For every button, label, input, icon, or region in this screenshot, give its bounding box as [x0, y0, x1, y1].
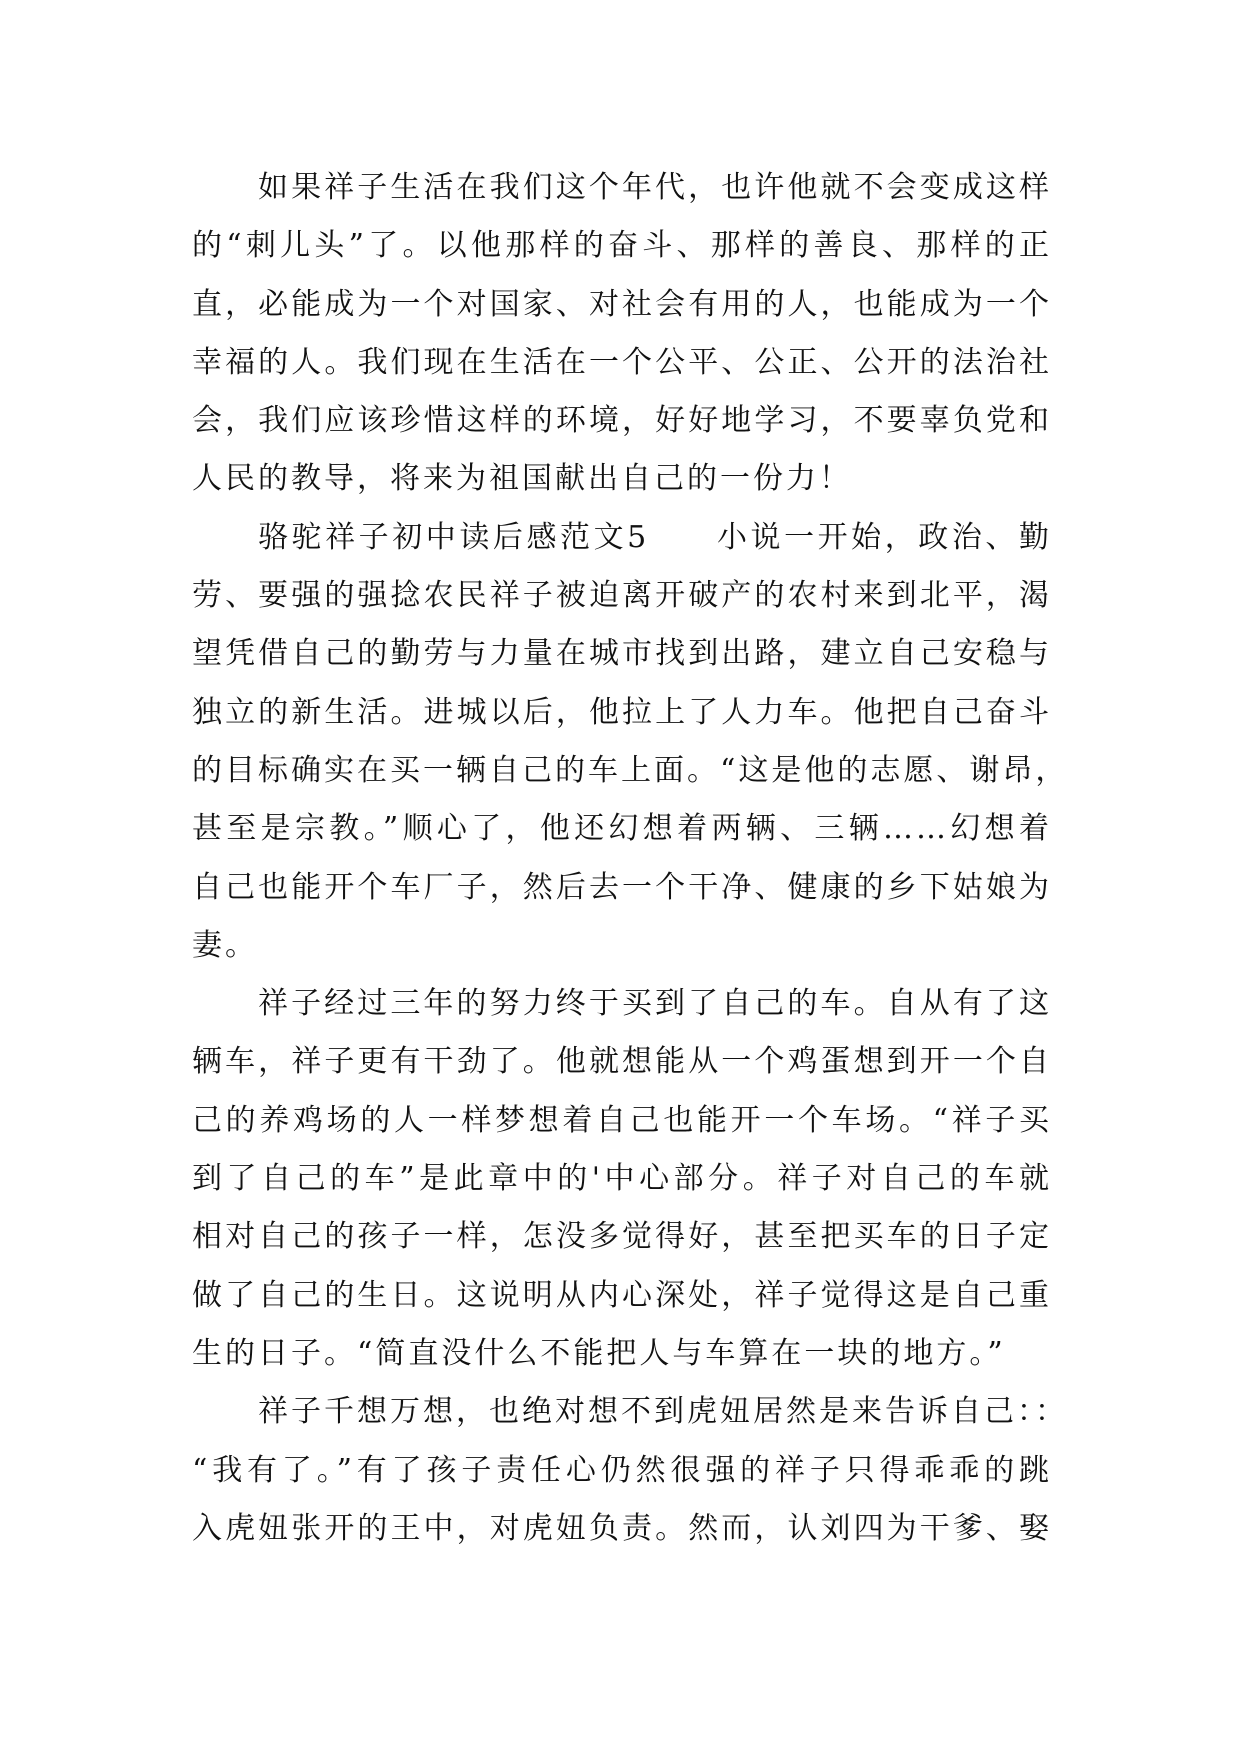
text-line: 会，我们应该珍惜这样的环境，好好地学习，不要辜负党和	[192, 403, 1052, 439]
paragraph	[192, 509, 1069, 975]
paragraph	[192, 975, 1052, 1383]
text-line: 劳、要强的强捻农民祥子被迫离开破产的农村来到北平，渴	[192, 578, 1052, 614]
text-line: 入虎妞张开的王中，对虎妞负责。然而，认刘四为干爹、娶	[192, 1510, 1052, 1546]
text-line: “我有了。”有了孩子责任心仍然很强的祥子只得乖乖的跳	[192, 1452, 1052, 1488]
text-line: 如果祥子生活在我们这个年代，也许他就不会变成这样	[258, 170, 1052, 205]
text-line: 妻。	[192, 927, 258, 963]
text-line: 祥子千想万想，也绝对想不到虎妞居然是来告诉自己：：	[258, 1394, 1068, 1430]
text-line: 到了自己的车”是此章中的'中心部分。祥子对自己的车就	[192, 1161, 1052, 1197]
text-line: 直，必能成为一个对国家、对社会有用的人，也能成为一个	[192, 286, 1052, 322]
text-line: 祥子经过三年的努力终于买到了自己的车。自从有了这	[258, 986, 1052, 1022]
text-line: 做了自己的生日。这说明从内心深处，祥子觉得这是自己重	[192, 1277, 1052, 1313]
text-line: 独立的新生活。进城以后，他拉上了人力车。他把自己奋斗	[192, 694, 1052, 730]
text-line: 的“刺儿头”了。以他那样的奋斗、那样的善良、那样的正	[192, 228, 1052, 264]
text-line: 相对自己的孩子一样，怎没多觉得好，甚至把买车的日子定	[192, 1219, 1052, 1255]
text-line: 生的日子。“简直没什么不能把人与车算在一块的地方。”	[192, 1335, 1006, 1371]
text-line: 幸福的人。我们现在生活在一个公平、公正、公开的法治社	[192, 344, 1052, 380]
text-line: 辆车，祥子更有干劲了。他就想能从一个鸡蛋想到开一个自	[192, 1044, 1052, 1080]
text-line: 甚至是宗教。”顺心了，他还幻想着两辆、三辆……幻想着	[192, 811, 1052, 847]
text-line: 自己也能开个车厂子，然后去一个干净、健康的乡下姑娘为	[192, 869, 1052, 905]
text-line: 的目标确实在买一辆自己的车上面。“这是他的志愿、谢昂，	[192, 752, 1069, 788]
paragraph	[192, 1383, 1068, 1558]
text-line: 骆驼祥子初中读后感范文5 小说一开始，政治、勤	[258, 519, 1052, 555]
paragraph	[192, 159, 1052, 509]
text-body	[192, 159, 1069, 1558]
text-line: 望凭借自己的勤劳与力量在城市找到出路，建立自己安稳与	[192, 636, 1052, 672]
text-line: 人民的教导，将来为祖国献出自己的一份力！	[192, 461, 852, 497]
text-line: 己的养鸡场的人一样梦想着自己也能开一个车场。“祥子买	[192, 1102, 1052, 1138]
